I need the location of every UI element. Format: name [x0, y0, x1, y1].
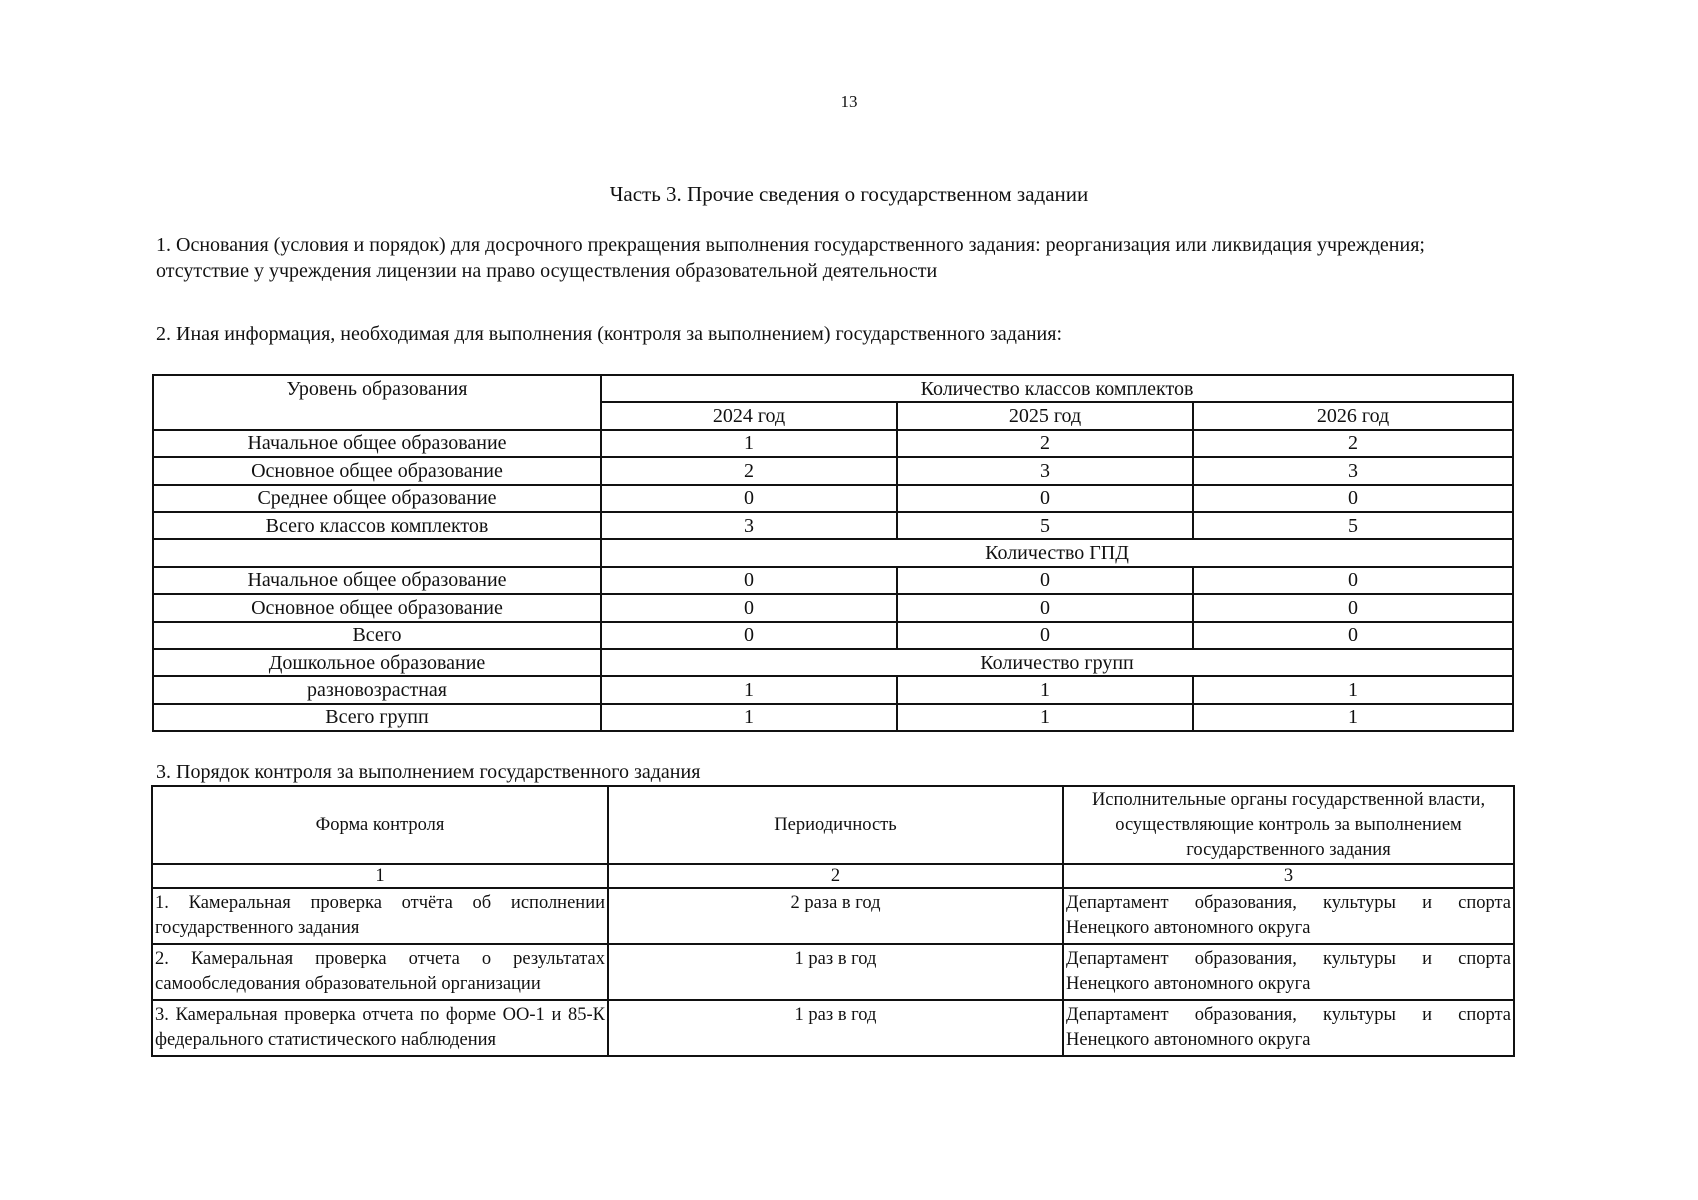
termination-grounds-paragraph: 1. Основания (условия и порядок) для досрочного прекращения выполнения государственного задания: реорганизация или ликвидация учреждения; отсутствие у учреждения лицензии на право осуществления образовательной деятельности: [156, 234, 1425, 282]
year-header: 2024 год: [601, 402, 897, 429]
table-row: [153, 622, 1513, 649]
cell-value: 1: [897, 676, 1193, 703]
row-label: Основное общее образование: [153, 457, 601, 484]
table-row: [153, 676, 1513, 703]
periodicity-cell: 1 раз в год: [608, 1000, 1063, 1056]
cell-value: 0: [601, 594, 897, 621]
cell-value: 1: [601, 676, 897, 703]
cell-value: 1: [1193, 676, 1513, 703]
groups-count-header: Количество групп: [601, 649, 1513, 676]
cell-value: 0: [897, 485, 1193, 512]
periodicity-cell: 1 раз в год: [608, 944, 1063, 1000]
row-label: Начальное общее образование: [153, 567, 601, 594]
table-header-row: [153, 375, 1513, 402]
cell-value: 1: [897, 704, 1193, 731]
groups-section-row: [153, 649, 1513, 676]
authority-header: Исполнительные органы государственной власти, осуществляющие контроль за выполнением государственного задания: [1063, 786, 1514, 864]
table-row: [153, 512, 1513, 539]
cell-value: 1: [1193, 704, 1513, 731]
cell-value: 1: [601, 430, 897, 457]
row-label: Всего классов комплектов: [153, 512, 601, 539]
row-label: разновозрастная: [153, 676, 601, 703]
table-row: [153, 567, 1513, 594]
cell-value: 3: [1193, 457, 1513, 484]
control-form-cell: 2. Камеральная проверка отчета о результатах самообследования образовательной организации: [152, 944, 608, 1000]
table-header-row: [152, 786, 1514, 864]
control-table: [151, 785, 1515, 1057]
part-title: Часть 3. Прочие сведения о государственном задании: [609, 182, 1089, 206]
table-row: [153, 704, 1513, 731]
table-row: [152, 888, 1514, 944]
page-number: 13: [840, 92, 858, 111]
cell-value: 0: [897, 567, 1193, 594]
control-form-header: Форма контроля: [152, 786, 608, 864]
cell-value: 2: [601, 457, 897, 484]
cell-value: 0: [897, 622, 1193, 649]
authority-cell: Департамент образования, культуры и спорта Ненецкого автономного округа: [1063, 1000, 1514, 1056]
authority-cell: Департамент образования, культуры и спорта Ненецкого автономного округа: [1063, 888, 1514, 944]
authority-cell: Департамент образования, культуры и спорта Ненецкого автономного округа: [1063, 944, 1514, 1000]
table-row: [153, 485, 1513, 512]
cell-value: 2: [897, 430, 1193, 457]
preschool-label: Дошкольное образование: [153, 649, 601, 676]
table-row: [153, 430, 1513, 457]
table-row: [152, 1000, 1514, 1056]
row-label: Начальное общее образование: [153, 430, 601, 457]
periodicity-header: Периодичность: [608, 786, 1063, 864]
cell-value: 2: [1193, 430, 1513, 457]
periodicity-cell: 2 раза в год: [608, 888, 1063, 944]
column-number: 3: [1063, 864, 1514, 888]
cell-value: 0: [1193, 622, 1513, 649]
control-procedure-heading: 3. Порядок контроля за выполнением государственного задания: [156, 761, 701, 783]
cell-value: 0: [897, 594, 1193, 621]
column-number-row: [152, 864, 1514, 888]
cell-value: 0: [1193, 567, 1513, 594]
table-row: [153, 457, 1513, 484]
cell-value: 3: [897, 457, 1193, 484]
gpd-section-row: [153, 539, 1513, 566]
gpd-count-header: Количество ГПД: [601, 539, 1513, 566]
table-row: [152, 944, 1514, 1000]
control-form-cell: 3. Камеральная проверка отчета по форме ОО-1 и 85-К федерального статистического наблюдения: [152, 1000, 608, 1056]
cell-value: 5: [1193, 512, 1513, 539]
column-number: 1: [152, 864, 608, 888]
cell-value: 5: [897, 512, 1193, 539]
year-header: 2026 год: [1193, 402, 1513, 429]
classes-count-header: Количество классов комплектов: [601, 375, 1513, 402]
control-form-cell: 1. Камеральная проверка отчёта об исполнении государственного задания: [152, 888, 608, 944]
classes-table: [152, 374, 1514, 732]
row-label: Среднее общее образование: [153, 485, 601, 512]
cell-value: 0: [1193, 594, 1513, 621]
cell-value: 0: [601, 622, 897, 649]
year-header: 2025 год: [897, 402, 1193, 429]
cell-value: 0: [601, 485, 897, 512]
level-column-header: Уровень образования: [153, 375, 601, 430]
cell-value: 0: [1193, 485, 1513, 512]
cell-value: 1: [601, 704, 897, 731]
row-label: Основное общее образование: [153, 594, 601, 621]
cell-value: 3: [601, 512, 897, 539]
cell-value: 0: [601, 567, 897, 594]
column-number: 2: [608, 864, 1063, 888]
empty-cell: [153, 539, 601, 566]
row-label: Всего групп: [153, 704, 601, 731]
row-label: Всего: [153, 622, 601, 649]
other-information-paragraph: 2. Иная информация, необходимая для выполнения (контроля за выполнением) государственного задания:: [156, 323, 1063, 345]
table-row: [153, 594, 1513, 621]
